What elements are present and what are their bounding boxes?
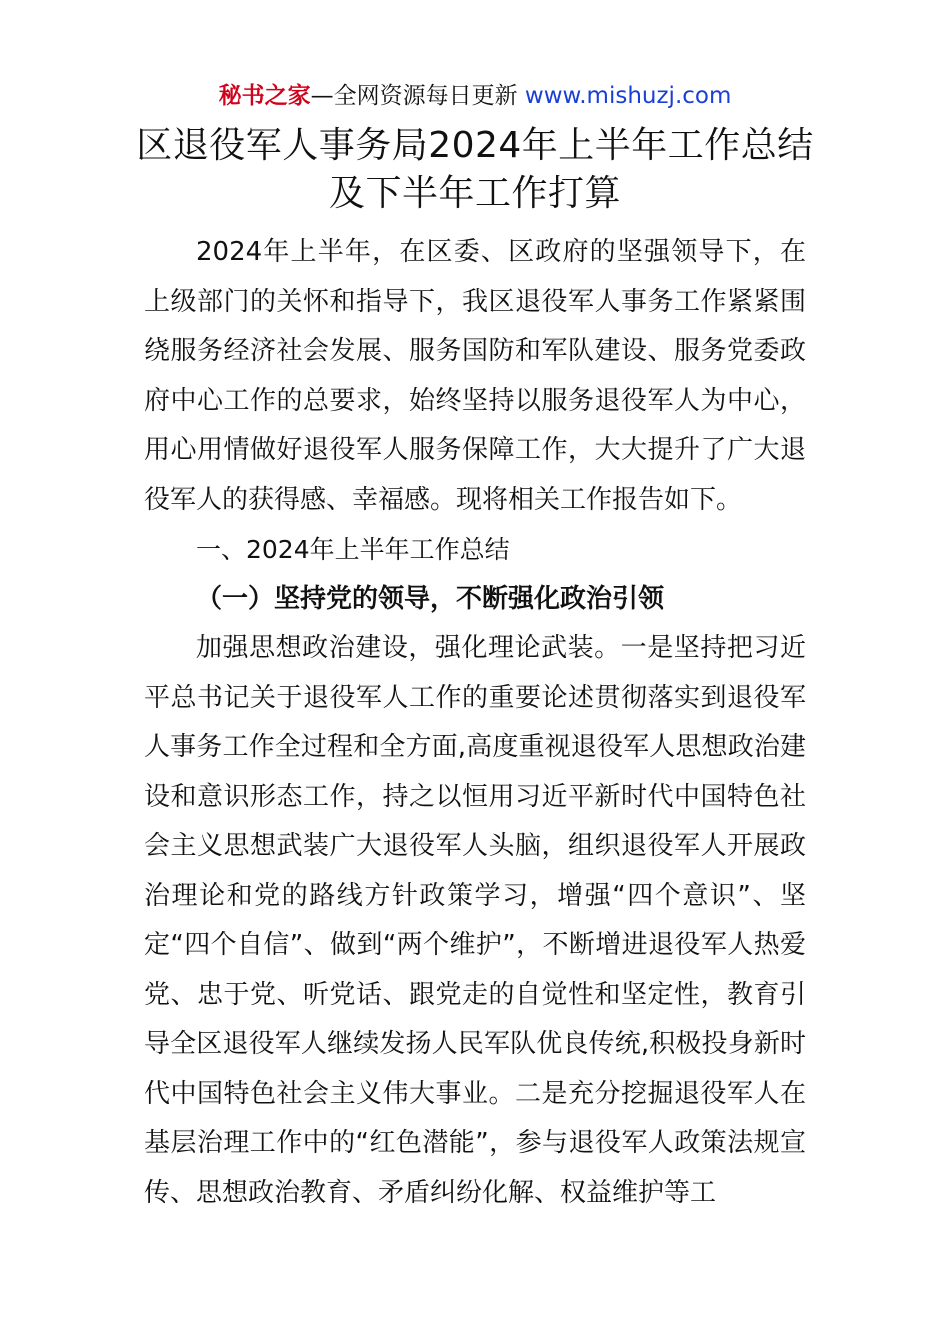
site-tagline: —全网资源每日更新 bbox=[310, 83, 518, 109]
site-url[interactable]: www.mishuzj.com bbox=[524, 83, 732, 109]
intro-paragraph: 2024年上半年，在区委、区政府的坚强领导下，在上级部门的关怀和指导下，我区退役军人事务工作紧紧围绕服务经济社会发展、服务国防和军队建设、服务党委政府中心工作的总要求，始终坚持以服务退役军人为中心，用心用情做好退役军人服务保障工作，大大提升了广大退役军人的获得感、幸福感。现将相关工作报告如下。 bbox=[144, 237, 806, 515]
brand-name: 秘书之家 bbox=[218, 83, 311, 109]
body-paragraph: 加强思想政治建设，强化理论武装。一是坚持把习近平总书记关于退役军人工作的重要论述贯彻落实到退役军人事务工作全过程和全方面,高度重视退役军人思想政治建设和意识形态工作，持之以恒用习近平新时代中国特色社会主义思想武装广大退役军人头脑，组织退役军人开展政治理论和党的路线方针政策学习，增强“四个意识”、坚定“四个自信”、做到“两个维护”，不断增进退役军人热爱党、忠于党、听党话、跟党走的自觉性和坚定性，教育引导全区退役军人继续发扬人民军队优良传统,积极投身新时代中国特色社会主义伟大事业。二是充分挖掘退役军人在基层治理工作中的“红色潜能”，参与退役军人政策法规宣传、思想政治教育、矛盾纠纷化解、权益维护等工 bbox=[144, 633, 806, 1208]
section-heading: 一、2024年上半年工作总结 bbox=[196, 535, 510, 564]
document-body bbox=[144, 228, 806, 1218]
document-title: 区退役军人事务局2024年上半年工作总结及下半年工作打算 bbox=[136, 125, 814, 214]
site-header bbox=[0, 80, 950, 112]
subsection-heading: （一）坚持党的领导，不断强化政治引领 bbox=[196, 583, 665, 614]
